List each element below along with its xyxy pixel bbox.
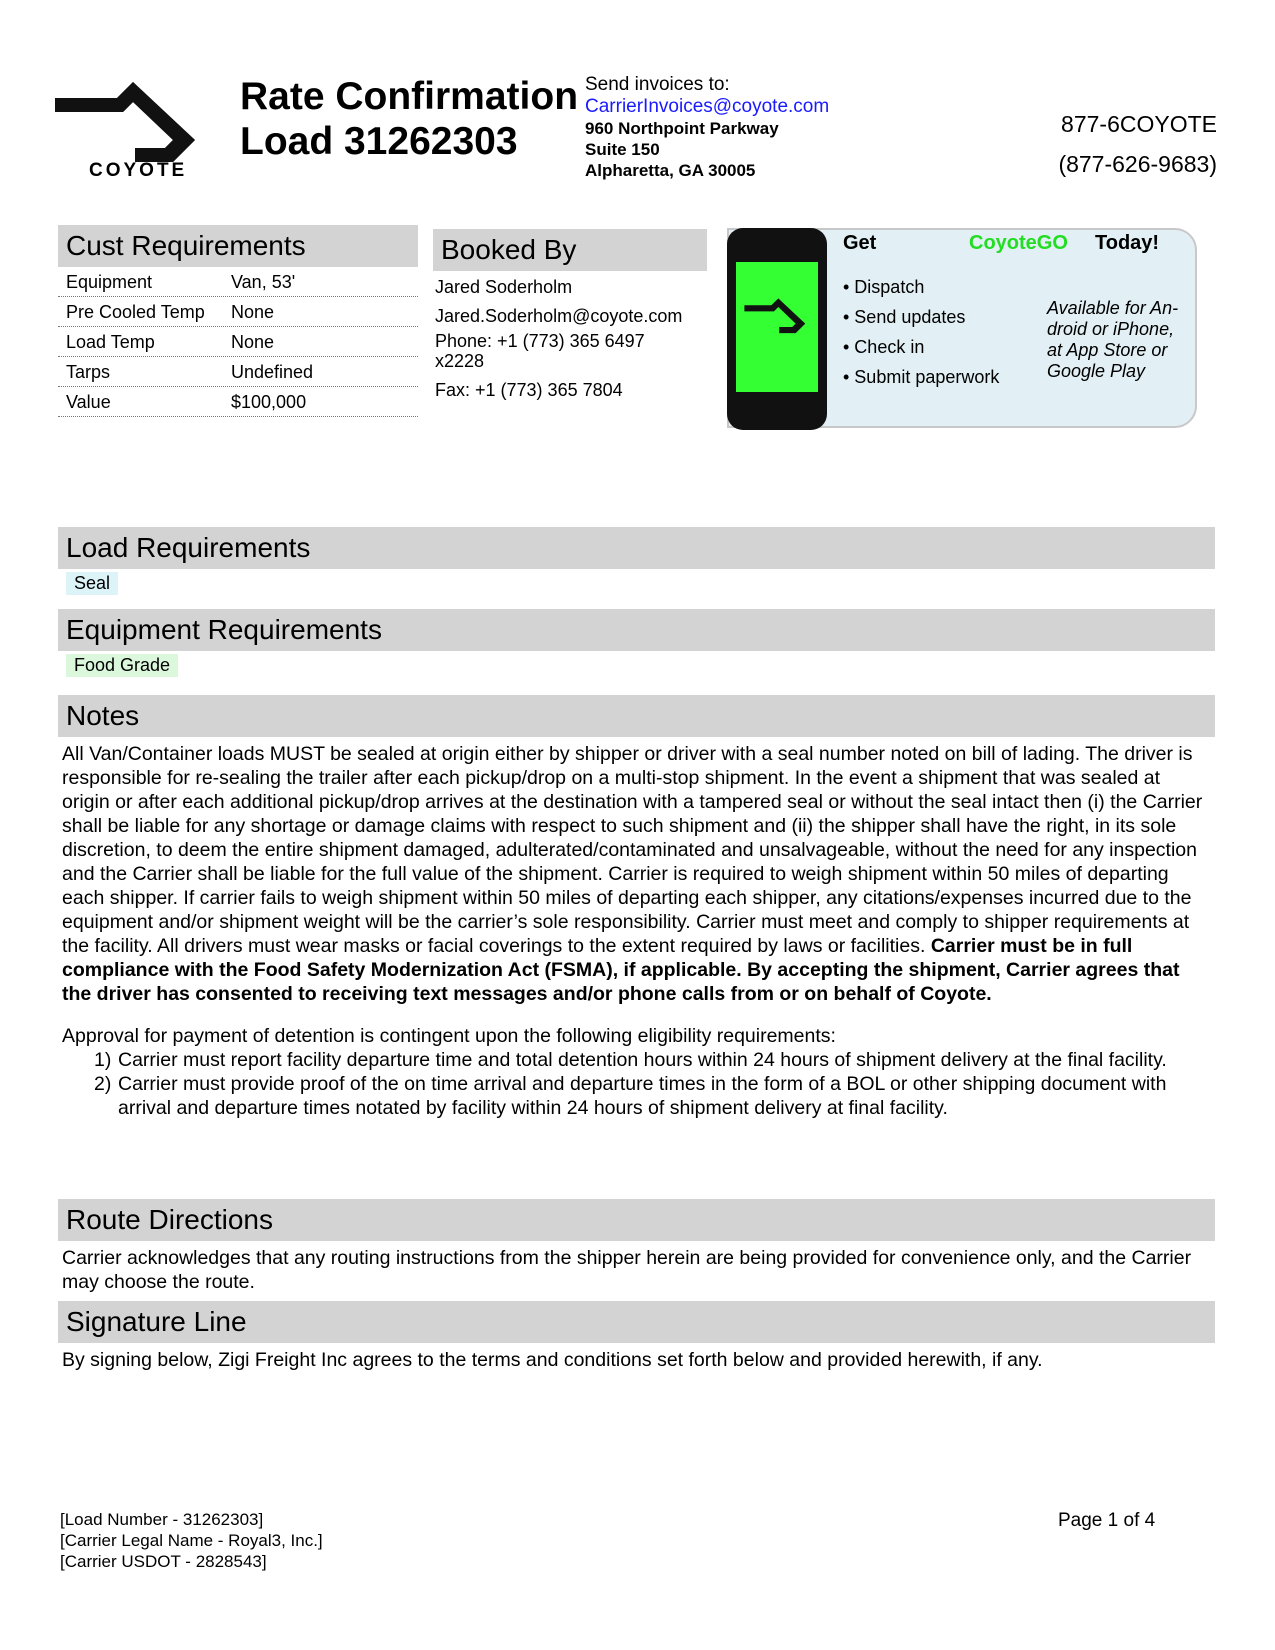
route-directions-text: Carrier acknowledges that any routing instructions from the shipper herein are being provided for convenience only, and the Carrier may choose the route. <box>62 1247 1192 1293</box>
notes-paragraph: All Van/Container loads MUST be sealed at origin either by shipper or driver with a seal number noted on bill of lading. The driver is responsible for re-sealing the trailer after each pickup/drop on a multi-stop shipment. In the event a shipment that was sealed at origin or after each additional pickup/drop arrives at the destination with a tampered seal or without the seal intact then (i) the Carrier shall be liable for any shortage or damage claims with respect to such shipment and (ii) the shipper shall have the right, in its sole discretion, to deem the entire shipment damaged, adulterated/contaminated and unsalvageable, without the need for any inspection and the Carrier shall be liable for the full value of the shipment. Carrier is required to weigh shipment within 50 miles of departing each shipper. If carrier fails to weigh shipment within 50 miles of departing each shipper, any citations/expenses incurred due to the equipment and/or shipment weight will be the carrier’s sole responsibility. Carrier must meet and comply to shipper requirements at the facility. All drivers must wear masks or facial coverings to the extent required by laws or facilities. <box>62 743 1203 957</box>
invoice-info <box>585 74 829 181</box>
notes-title: Notes <box>58 695 1215 737</box>
address-line-3: Alpharetta, GA 30005 <box>585 161 756 180</box>
cust-row-pre-cooled-temp <box>58 297 418 327</box>
notes-bold-compliance: Carrier must be in full compliance with the Food Safety Modernization Act (FSMA), if applicable. By accepting the shipment, Carrier agrees that the driver has consented to receiving text messages and/or phone calls from or on behalf of Coyote. <box>62 935 1180 1005</box>
promo-feature: • Send updates <box>843 307 966 327</box>
list-text: Carrier must report facility departure time and total detention hours within 24 hours of shipment delivery at the final facility. <box>118 1049 1167 1071</box>
cust-row-value: $100,000 <box>231 392 307 412</box>
address-line-2: Suite 150 <box>585 140 660 159</box>
send-invoices-label: Send invoices to: <box>585 74 730 95</box>
promo-feature: • Check in <box>843 337 925 357</box>
cust-requirements-section <box>58 225 418 417</box>
signature-line-title: Signature Line <box>58 1301 1215 1343</box>
cust-row-label: Tarps <box>66 362 111 382</box>
booked-by-phone-ext: x2228 <box>435 351 485 371</box>
footer-carrier-usdot: [Carrier USDOT - 2828543] <box>60 1552 267 1571</box>
footer-load-number: [Load Number - 31262303] <box>60 1510 264 1529</box>
phone-number: (877-626-9683) <box>1058 151 1217 177</box>
approval-list <box>62 1048 1211 1120</box>
cust-row-value: None <box>231 332 275 352</box>
list-number: 1) <box>94 1049 112 1071</box>
footer-carrier-legal-name: [Carrier Legal Name - Royal3, Inc.] <box>60 1531 323 1550</box>
cust-row-value-amount <box>58 387 418 417</box>
phone-screen <box>736 262 818 392</box>
load-requirement-tag: Seal <box>66 572 118 595</box>
cust-row-value: Van, 53' <box>231 272 296 292</box>
booked-by-name: Jared Soderholm <box>435 277 573 297</box>
coyote-arrow-icon <box>744 294 810 344</box>
signature-line-section <box>58 1301 1215 1372</box>
cust-row-value: None <box>231 302 275 322</box>
cust-requirements-title: Cust Requirements <box>58 225 418 267</box>
route-directions-section <box>58 1199 1215 1294</box>
promo-feature: • Dispatch <box>843 277 925 297</box>
promo-feature: • Submit paperwork <box>843 367 1000 387</box>
invoice-email-link[interactable]: CarrierInvoices@coyote.com <box>585 96 830 117</box>
promo-today: Today! <box>1095 232 1160 254</box>
load-requirements-section <box>58 527 1215 595</box>
route-directions-title: Route Directions <box>58 1199 1215 1241</box>
approval-list-item <box>94 1048 1211 1072</box>
detention-approval <box>58 1006 1215 1120</box>
equipment-requirements-section <box>58 609 1215 677</box>
booked-by-email[interactable]: Jared.Soderholm@coyote.com <box>435 306 683 326</box>
page-number: Page 1 of 4 <box>1058 1510 1156 1531</box>
cust-row-equipment <box>58 267 418 297</box>
promo-availability-line: Available for An- <box>1047 298 1179 318</box>
equipment-requirement-tag: Food Grade <box>66 654 178 677</box>
cust-row-label: Load Temp <box>66 332 155 352</box>
promo-availability-line: droid or iPhone, <box>1047 319 1175 339</box>
approval-list-item <box>94 1072 1211 1120</box>
approval-intro: Approval for payment of detention is contingent upon the following eligibility requirements: <box>62 1025 836 1047</box>
notes-section <box>58 695 1215 1120</box>
booked-by-section <box>433 229 707 400</box>
logo-wordmark: COYOTE <box>89 160 188 181</box>
contact-phone <box>1058 104 1217 184</box>
promo-feature-list <box>843 272 999 392</box>
title-rate-confirmation: Rate Confirmation <box>240 75 579 118</box>
booked-by-fax: Fax: +1 (773) 365 7804 <box>435 380 623 400</box>
title-load-number: Load 31262303 <box>240 120 518 163</box>
booked-by-title: Booked By <box>433 229 707 271</box>
list-text: Carrier must provide proof of the on time arrival and departure times in the form of a BOL or other shipping document with arrival and departure times notated by facility within 24 hours of shipment delivery at final facility. <box>118 1073 1167 1119</box>
cust-row-tarps <box>58 357 418 387</box>
promo-availability <box>1047 298 1197 382</box>
page-title <box>240 74 578 164</box>
list-number: 2) <box>94 1073 112 1095</box>
cust-row-label: Value <box>66 392 111 412</box>
cust-row-load-temp <box>58 327 418 357</box>
booked-by-phone: Phone: +1 (773) 365 6497 <box>435 331 645 351</box>
promo-get: Get <box>843 232 877 254</box>
coyotego-promo <box>727 228 1197 428</box>
equipment-requirements-title: Equipment Requirements <box>58 609 1215 651</box>
load-requirements-title: Load Requirements <box>58 527 1215 569</box>
coyote-logo <box>55 72 205 187</box>
phone-vanity: 877-6COYOTE <box>1061 111 1217 137</box>
mobile-phone-icon <box>727 228 827 430</box>
cust-row-value: Undefined <box>231 362 314 382</box>
signature-line-text: By signing below, Zigi Freight Inc agrees to the terms and conditions set forth below and provided herewith, if any. <box>62 1349 1043 1371</box>
promo-availability-line: at App Store or <box>1047 340 1168 360</box>
footer-info <box>60 1509 323 1572</box>
cust-row-label: Equipment <box>66 272 153 292</box>
promo-app-name: CoyoteGO <box>969 232 1068 254</box>
notes-body <box>58 737 1215 1006</box>
promo-availability-line: Google Play <box>1047 361 1146 381</box>
cust-row-label: Pre Cooled Temp <box>66 302 205 322</box>
address-line-1: 960 Northpoint Parkway <box>585 119 779 138</box>
